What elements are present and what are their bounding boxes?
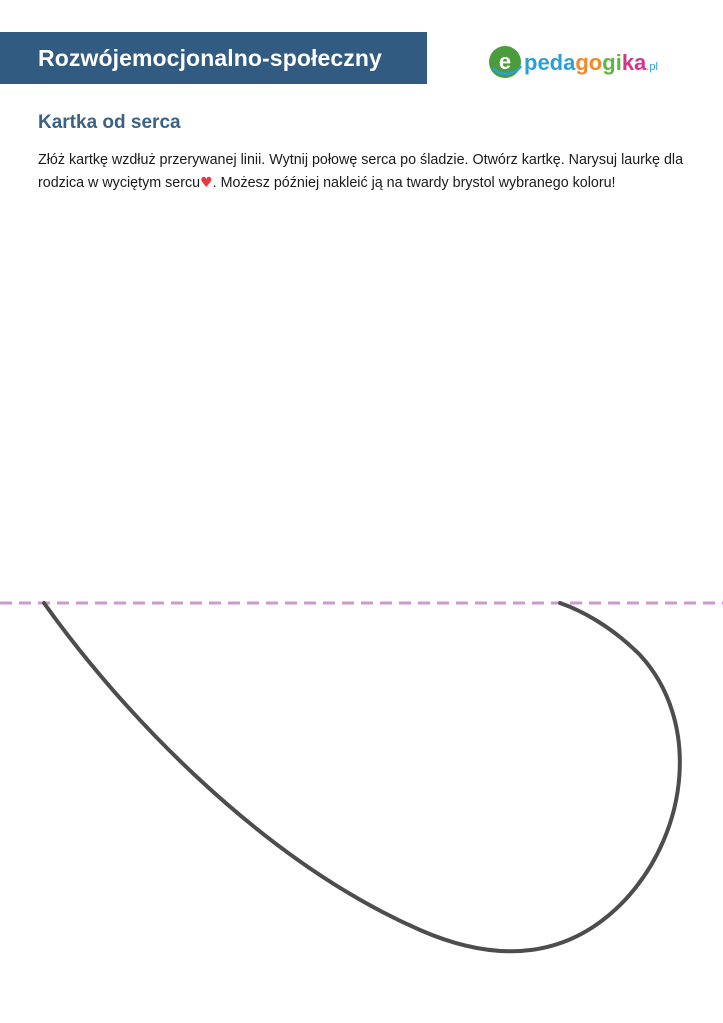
subject-banner [0, 32, 427, 84]
worksheet-title: Kartka od serca [38, 112, 181, 133]
logo-syllable-go: go [575, 50, 603, 75]
heart-icon: ♥ [200, 174, 213, 191]
logo-letter: e [498, 49, 512, 74]
subject-title: Rozwójemocjonalno-społeczny [38, 44, 382, 71]
instructions-text-end: . Możesz później nakleić ją na twardy brystol wybranego koloru! [212, 174, 616, 191]
half-heart-outline [44, 603, 680, 951]
worksheet-instructions [38, 149, 688, 194]
logo-domain: .pl [646, 61, 658, 73]
logo-syllable-ka: ka [621, 50, 647, 75]
heart-cut-template [0, 560, 723, 1023]
logo-syllable-peda: peda [524, 50, 576, 75]
logo-syllable-gi: gi [602, 50, 622, 75]
epedagogika-logo [487, 42, 672, 82]
instructions-text: Złóż kartkę wzdłuż przerywanej linii. Wytnij połowę serca po śladzie. Otwórz kartkę. Narysuj laurkę dla rodzica w wyciętym sercu [38, 152, 684, 191]
logo-wordmark [524, 50, 658, 75]
